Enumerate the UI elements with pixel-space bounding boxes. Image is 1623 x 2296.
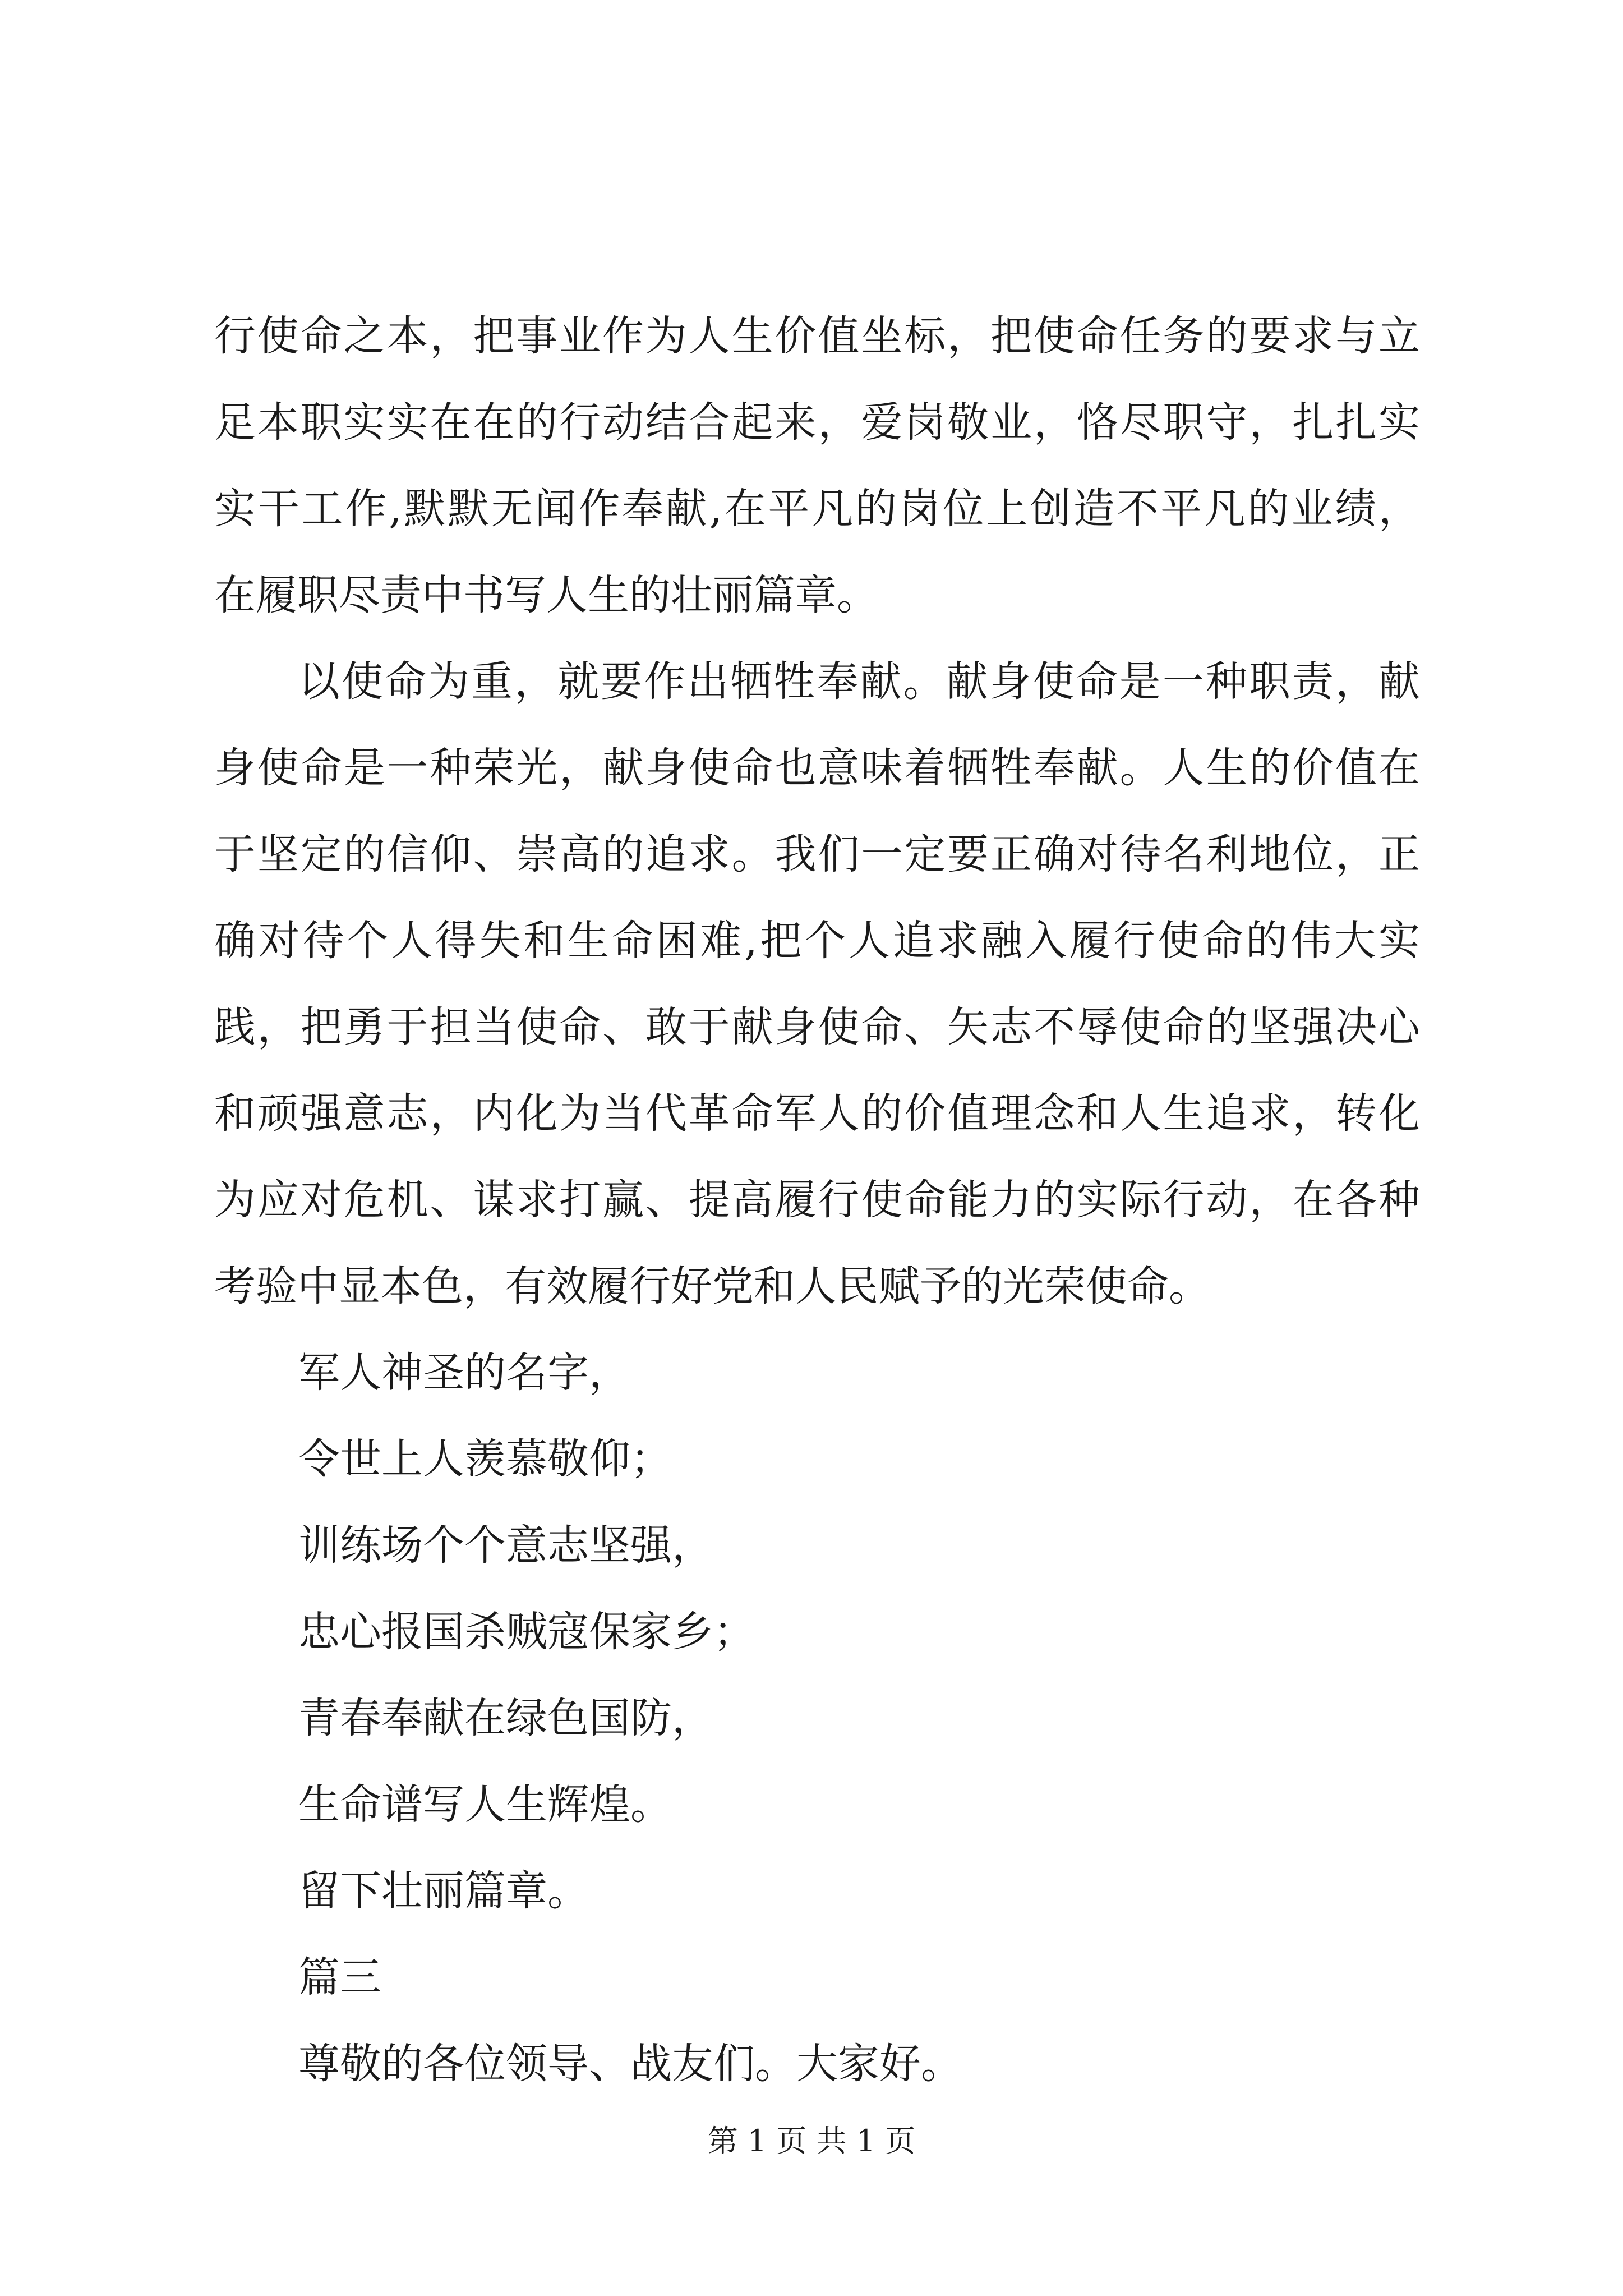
paragraph-2-line-1: 以使命为重，就要作出牺牲奉献。献身使命是一种职责，献 xyxy=(298,657,1420,706)
greeting-line: 尊敬的各位领导、战友们。大家好。 xyxy=(298,2040,962,2088)
poem-line-1: 军人神圣的名字， xyxy=(298,1349,630,1397)
paragraph-1-line-2: 足本职实实在在的行动结合起来，爱岗敬业，恪尽职守，扎扎实 xyxy=(214,398,1420,447)
paragraph-2-line-2: 身使命是一种荣光，献身使命也意味着牺牲奉献。人生的价值在 xyxy=(214,744,1420,792)
paragraph-2-line-7: 为应对危机、谋求打赢、提高履行使命能力的实际行动，在各种 xyxy=(214,1176,1420,1224)
poem-line-6: 生命谱写人生辉煌。 xyxy=(298,1780,672,1829)
page-footer: 第 1 页 共 1 页 xyxy=(707,2123,916,2159)
paragraph-2-line-4: 确对待个人得失和生命困难,把个人追求融入履行使命的伟大实 xyxy=(214,917,1420,965)
poem-line-7: 留下壮丽篇章。 xyxy=(298,1867,589,1915)
section-heading: 篇三 xyxy=(298,1953,381,2001)
paragraph-2-line-6: 和顽强意志，内化为当代革命军人的价值理念和人生追求，转化 xyxy=(214,1089,1420,1138)
poem-line-5: 青春奉献在绿色国防， xyxy=(298,1694,713,1742)
paragraph-2-line-5: 践，把勇于担当使命、敢于献身使命、矢志不辱使命的坚强决心 xyxy=(214,1003,1420,1051)
paragraph-2-line-3: 于坚定的信仰、崇高的追求。我们一定要正确对待名利地位，正 xyxy=(214,830,1420,878)
paragraph-1-line-1: 行使命之本，把事业作为人生价值坐标，把使命任务的要求与立 xyxy=(214,312,1420,360)
paragraph-1-line-4: 在履职尽责中书写人生的壮丽篇章。 xyxy=(214,571,878,619)
poem-line-2: 令世上人羡慕敬仰； xyxy=(298,1435,672,1483)
poem-line-3: 训练场个个意志坚强， xyxy=(298,1521,713,1570)
poem-line-4: 忠心报国杀贼寇保家乡； xyxy=(298,1608,755,1656)
paragraph-1-line-3: 实干工作,默默无闻作奉献,在平凡的岗位上创造不平凡的业绩， xyxy=(214,485,1420,533)
paragraph-2-line-8: 考验中显本色，有效履行好党和人民赋予的光荣使命。 xyxy=(214,1262,1210,1310)
